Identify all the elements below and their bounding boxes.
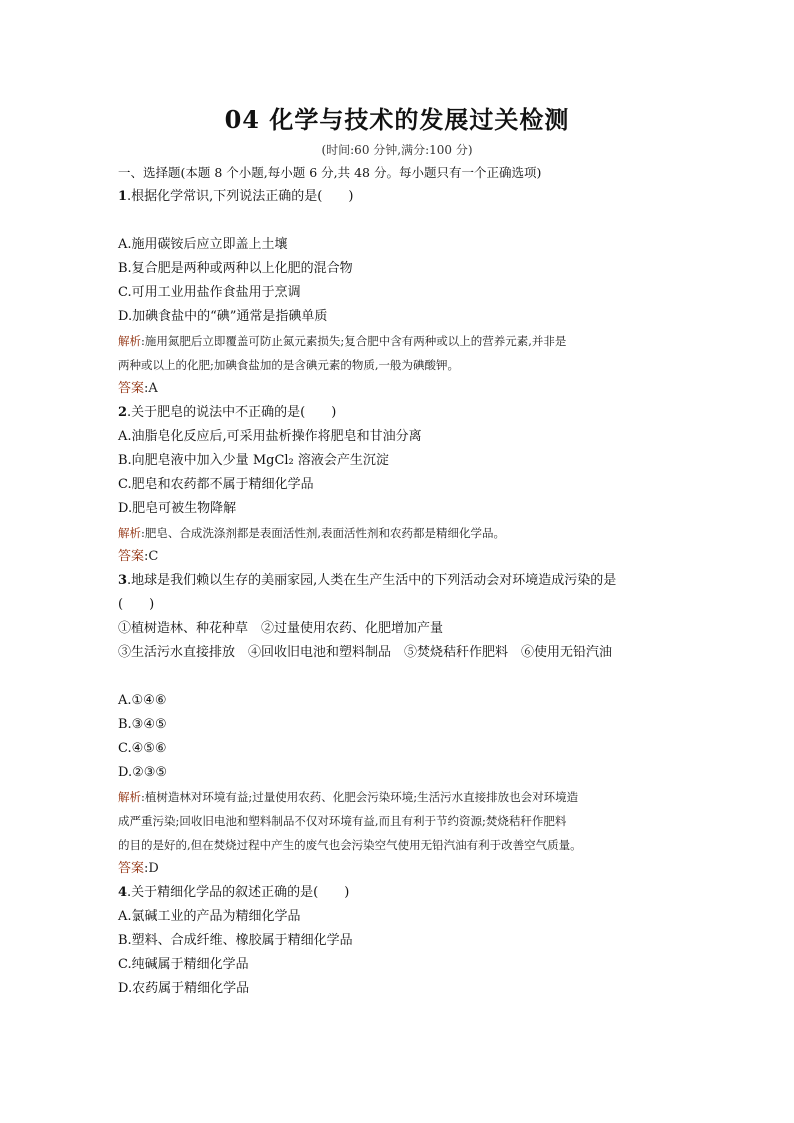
question-3-option-d: D.②③⑤ <box>118 765 168 780</box>
question-3-option-a: A.①④⑥ <box>118 693 167 708</box>
question-3-items-1: ①植树造林、种花种草 ②过量使用农药、化肥增加产量 <box>118 621 444 636</box>
question-4-stem <box>118 884 349 902</box>
page-title: 04 化学与技术的发展过关检测 <box>224 105 570 134</box>
explanation-label: 解析 <box>118 526 141 540</box>
question-1-explanation: 解析:施用氮肥后立即覆盖可防止氮元素损失;复合肥中含有两种或以上的营养元素,并非是 <box>118 334 567 348</box>
question-3-explanation: 解析:植树造林对环境有益;过量使用农药、化肥会污染环境;生活污水直接排放也会对环境造 <box>118 790 579 804</box>
question-2-option-a: A.油脂皂化反应后,可采用盐析操作将肥皂和甘油分离 <box>118 429 422 444</box>
section-heading: 一、选择题(本题 8 个小题,每小题 6 分,共 48 分。每小题只有一个正确选项) <box>118 165 542 180</box>
question-4-option-c: C.纯碱属于精细化学品 <box>118 957 249 972</box>
answer-label: 答案 <box>118 861 145 876</box>
question-3-number: 3 <box>118 573 128 588</box>
question-3-text: .地球是我们赖以生存的美丽家园,人类在生产生活中的下列活动会对环境造成污染的是 <box>127 573 617 588</box>
question-4-option-d: D.农药属于精细化学品 <box>118 981 250 996</box>
question-2-explanation: 解析:肥皂、合成洗涤剂都是表面活性剂,表面活性剂和农药都是精细化学品。 <box>118 526 506 540</box>
question-1-answer: 答案:A <box>118 381 158 396</box>
question-3-explanation-cont-1: 成严重污染;回收旧电池和塑料制品不仅对环境有益,而且有利于节约资源;焚烧秸秆作肥料 <box>118 814 567 828</box>
answer-label: 答案 <box>118 549 145 564</box>
question-4-option-a: A.氯碱工业的产品为精细化学品 <box>118 909 301 924</box>
question-1-option-b: B.复合肥是两种或两种以上化肥的混合物 <box>118 261 353 276</box>
question-2-option-d: D.肥皂可被生物降解 <box>118 501 237 516</box>
question-1-stem <box>118 188 353 206</box>
question-1-text: .根据化学常识,下列说法正确的是( ) <box>127 189 354 204</box>
question-1-explanation-cont: 两种或以上的化肥;加碘食盐加的是含碘元素的物质,一般为碘酸钾。 <box>118 358 460 372</box>
question-1-option-a: A.施用碳铵后应立即盖上土壤 <box>118 237 288 252</box>
question-1-option-d: D.加碘食盐中的“碘”通常是指碘单质 <box>118 309 328 324</box>
question-3-option-b: B.③④⑤ <box>118 717 167 732</box>
question-3-option-c: C.④⑤⑥ <box>118 741 167 756</box>
question-3-answer: 答案:D <box>118 861 159 876</box>
question-3-stem-cont: ( ) <box>118 597 155 612</box>
question-2-text: .关于肥皂的说法中不正确的是( ) <box>127 405 337 420</box>
question-4-option-b: B.塑料、合成纤维、橡胶属于精细化学品 <box>118 933 353 948</box>
question-3-explanation-cont-2: 的目的是好的,但在焚烧过程中产生的废气也会污染空气使用无铅汽油有利于改善空气质量。 <box>118 838 582 852</box>
question-1-option-c: C.可用工业用盐作食盐用于烹调 <box>118 285 301 300</box>
explanation-label: 解析 <box>118 790 141 804</box>
question-4-text: .关于精细化学品的叙述正确的是( ) <box>127 885 350 900</box>
question-3-stem <box>118 572 616 590</box>
question-2-number: 2 <box>118 405 128 420</box>
question-2-option-c: C.肥皂和农药都不属于精细化学品 <box>118 477 314 492</box>
answer-label: 答案 <box>118 381 145 396</box>
question-2-answer: 答案:C <box>118 549 159 564</box>
explanation-label: 解析 <box>118 334 141 348</box>
page-subtitle: (时间:60 分钟,满分:100 分) <box>321 143 473 157</box>
question-1-number: 1 <box>118 189 128 204</box>
question-2-stem <box>118 404 336 422</box>
question-4-number: 4 <box>118 885 128 900</box>
question-3-items-2: ③生活污水直接排放 ④回收旧电池和塑料制品 ⑤焚烧秸秆作肥料 ⑥使用无铅汽油 <box>118 645 613 660</box>
question-2-option-b: B.向肥皂液中加入少量 MgCl₂ 溶液会产生沉淀 <box>118 453 389 468</box>
